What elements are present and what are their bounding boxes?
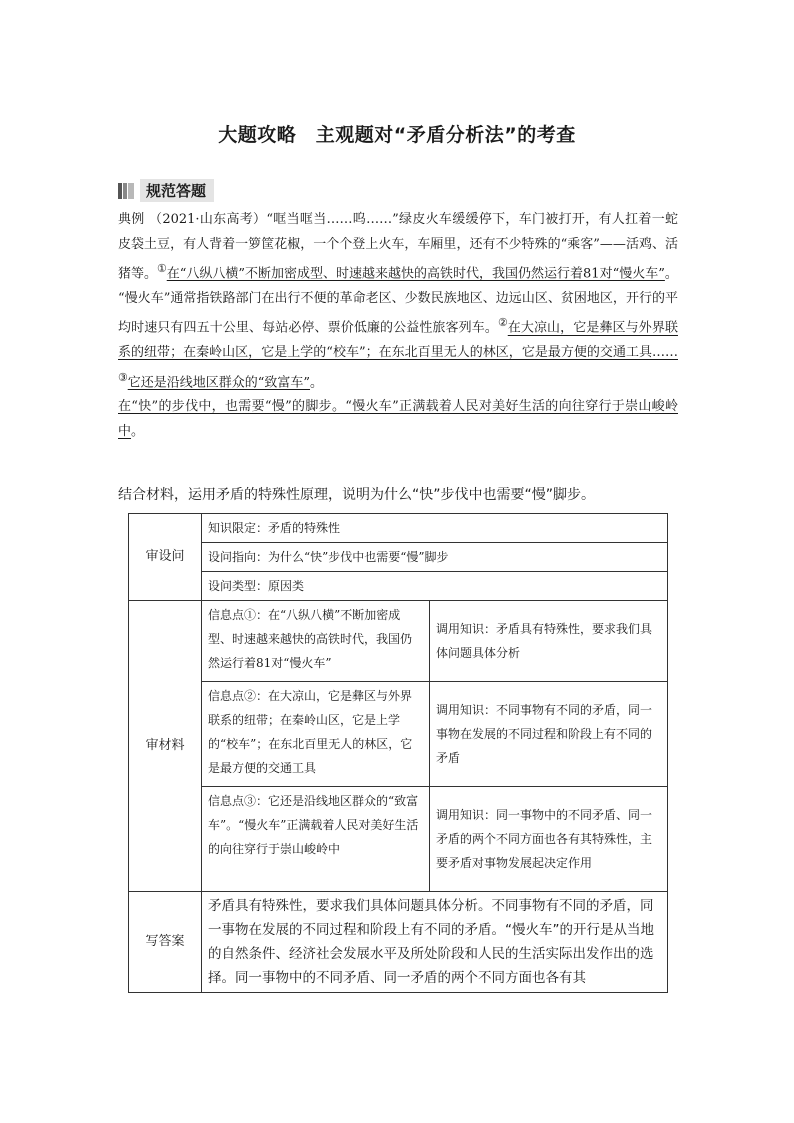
underlined-info-3: 它还是沿线地区群众的“致富车”	[127, 374, 311, 390]
passage-paragraph-3	[118, 395, 678, 444]
question-text: 结合材料，运用矛盾的特殊性原理，说明为什么“快”步伐中也需要“慢”脚步。	[118, 487, 596, 503]
underlined-info-1: 在“八纵八横”不断加密成型、时速越来越快的高铁时代，我国仍然运行着81对“慢火车”	[166, 266, 665, 282]
page-title: 大题攻略 主观题对“矛盾分析法”的考查	[218, 124, 576, 146]
passage-text: “慢火车”通常指铁路部门在出行不便的革命老区、少数民族地区、边远山区、贫困地区，开行的平均时速只有四五十公里、每站必停、票价低廉的公益性旅客列车。	[118, 290, 678, 336]
table-row	[129, 543, 668, 572]
table-row	[129, 892, 668, 993]
row-head-shenshewen: 审设问	[129, 514, 202, 601]
row-head-shencailiao: 审材料	[129, 601, 202, 892]
table-row	[129, 601, 668, 682]
marker-1: ①	[157, 262, 167, 275]
underlined-info-2: 在大凉山，它是彝区与外界联系的纽带；在秦岭山区，它是上学的“校车”；在东北百里无人的林区，它是最方便的交通工具……	[118, 320, 678, 361]
knowledge-1-cell: 调用知识：矛盾具有特殊性，要求我们具体问题具体分析	[430, 601, 668, 682]
marker-3: ③	[118, 370, 128, 384]
table-row	[129, 572, 668, 601]
example-lead: 典例	[118, 212, 145, 227]
section-label: 规范答题	[140, 179, 214, 202]
question-direction-cell: 设问指向：为什么“快”步伐中也需要“慢”脚步	[202, 543, 668, 572]
section-header	[118, 179, 214, 202]
punctuation: 。	[664, 266, 678, 282]
underlined-info-4: 在“快”的步伐中，也需要“慢”的脚步。“慢火车”正满载着人民对美好生活的向往穿行于崇山峻岭中	[118, 399, 678, 439]
knowledge-limit-cell: 知识限定：矛盾的特殊性	[202, 514, 668, 543]
knowledge-2-cell: 调用知识：不同事物有不同的矛盾，同一事物在发展的不同过程和阶段上有不同的矛盾	[430, 682, 668, 787]
analysis-table	[128, 513, 668, 993]
answer-cell: 矛盾具有特殊性，要求我们具体问题具体分析。不同事物有不同的矛盾，同一事物在发展的不同过程和阶段上有不同的矛盾。“慢火车”的开行是从当地的自然条件、经济社会发展水平及所处阶段和人民的生活实际出发作出的选择。同一事物中的不同矛盾、同一矛盾的两个不同方面也各有其	[202, 892, 668, 993]
info-point-2-cell: 信息点②：在大凉山，它是彝区与外界联系的纽带；在秦岭山区，它是上学的“校车”；在东北百里无人的林区，它是最方便的交通工具	[202, 682, 430, 787]
marker-2: ②	[497, 316, 508, 330]
punctuation: 。	[310, 374, 324, 390]
table-row	[129, 514, 668, 543]
passage-text: （2021·山东高考）“哐当哐当……呜……”绿皮火车缓缓停下，车门被打开，有人扛着一蛇皮袋土豆，有人背着一箩筐花椒，一个个登上火车，车厢里，还有不少特殊的“乘客”——活鸡、活猪等。	[118, 212, 678, 282]
passage-paragraph-1	[118, 208, 678, 287]
passage-paragraph-2	[118, 287, 678, 396]
question-type-cell: 设问类型：原因类	[202, 572, 668, 601]
table-row	[129, 787, 668, 892]
example-passage	[118, 208, 678, 444]
info-point-3-cell: 信息点③：它还是沿线地区群众的“致富车”。“慢火车”正满载着人民对美好生活的向往穿行于崇山峻岭中	[202, 787, 430, 892]
info-point-1-cell: 信息点①：在“八纵八横”不断加密成型、时速越来越快的高铁时代，我国仍然运行着81对“慢火车”	[202, 601, 430, 682]
row-head-xiedaan: 写答案	[129, 892, 202, 993]
punctuation: 。	[131, 423, 145, 439]
table-row	[129, 682, 668, 787]
knowledge-3-cell: 调用知识：同一事物中的不同矛盾、同一矛盾的两个不同方面也各有其特殊性，主要矛盾对事物发展起决定作用	[430, 787, 668, 892]
section-bars-icon	[118, 183, 135, 199]
